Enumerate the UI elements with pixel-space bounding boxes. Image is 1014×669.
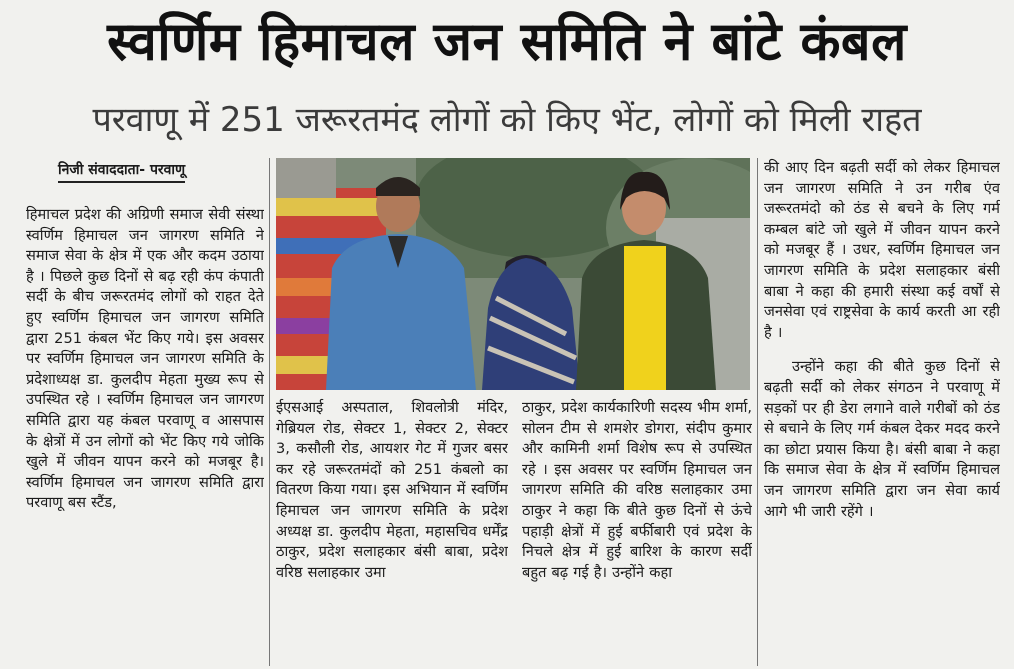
byline: निजी संवाददाता- परवाणू <box>58 160 185 183</box>
article-column-2 <box>276 398 508 668</box>
article-paragraph: ठाकुर, प्रदेश कार्यकारिणी सदस्य भीम शर्मा, सोलन टीम से शमशेर डोगरा, संदीप कुमार और कामिनी शर्मा विशेष रूप से उपस्थित रहे । इस अवसर पर स्वर्णिम हिमाचल जन जागरण समिति की वरिष्ठ सलाहकार उमा ठाकुर ने कहा कि बीते कुछ दिनों से ऊंचे पहाड़ी क्षेत्रों में हुई बर्फीबारी एवं प्रदेश के निचले क्षेत्र में हुई बारिश के कारण सर्दी बहुत बढ़ गई है। उन्होंने कहा <box>522 399 752 581</box>
subheadline: परवाणू में 251 जरूरतमंद लोगों को किए भेंट, लोगों को मिली राहत <box>92 100 922 140</box>
article-paragraph: ईएसआई अस्पताल, शिवलोत्री मंदिर, गेब्रियल रोड, सेक्टर 1, सेक्टर 2, सेक्टर 3, कसौली रोड, आयशर गेट में गुजर बसर कर रहे जरूरतमंदों को 251 कंबलो का वितरण किया गया। इस अभियान में स्वर्णिम हिमाचल जन जागरण समिति के प्रदेश अध्यक्ष डा. कुलदीप मेहता, महासचिव धर्मेंद्र ठाकुर, प्रदेश सलाहकार बंसी बाबा, प्रदेश वरिष्ठ सलाहकार उमा <box>276 399 508 581</box>
article-paragraph: उन्होंने कहा की बीते कुछ दिनों से बढ़ती सर्दी को लेकर संगठन ने परवाणू में सड़कों पर ही डेरा लगाने वाले गरीबों को ठंड से बचाने के लिए गर्म कंबल देकर मदद करने का छोटा प्रयास किया है। बंसी बाबा ने कहा कि समाज सेवा के क्षेत्र में स्वर्णिम हिमाचल जन जागरण समिति द्वारा जन सेवा कार्य आगे भी जारी रहेंगे । <box>764 358 1000 520</box>
article-column-4 <box>764 158 1000 668</box>
headline: स्वर्णिम हिमाचल जन समिति ने बांटे कंबल <box>107 11 907 73</box>
article-paragraph: हिमाचल प्रदेश की अग्रिणी समाज सेवी संस्था स्वर्णिम हिमाचल जन जागरण समिति ने समाज सेवा के क्षेत्र में एक और कदम उठाया है । पिछले कुछ दिनों से बढ़ रही कंप कंपाती सर्दी के बीच जरूरतमंद लोगों को राहत देते हुए स्वर्णिम हिमाचल जन जागरण समिति द्वारा 251 कंबल भेंट किए गये। इस अवसर पर स्वर्णिम हिमाचल जन जागरण समिति के प्रदेशाध्यक्ष डा. कुलदीप मेहता मुख्य रूप से उपस्थित रहे । स्वर्णिम हिमाचल जन जागरण समिति द्वारा यह कंबल परवाणू व आसपास के क्षेत्रों में उन लोगों को भेंट किए गये जोकि खुले में जीवन यापन करने को मजबूर है। स्वर्णिम हिमाचल जन जागरण समिति द्वारा परवाणू बस स्टैंड, <box>26 206 264 512</box>
news-photo <box>276 158 750 390</box>
column-rule <box>757 158 758 666</box>
article-column-3 <box>522 398 752 668</box>
article-column-1 <box>26 205 264 667</box>
blanket-distribution-photo <box>276 158 750 390</box>
article-paragraph: की आए दिन बढ़ती सर्दी को लेकर हिमाचल जन जागरण समिति ने उन गरीब एंव जरूरतमंदो को ठंड से बचने के लिए गर्म कम्बल बांटे जो खुले में जीवन यापन करने को मजबूर हैं । उधर, स्वर्णिम हिमाचल जन जागरण समिति के प्रदेश सलाहकार बंसी बाबा ने कहा की हमारी संस्था कई वर्षों से जनसेवा एवं राष्ट्रसेवा के कार्य करती आ रही है । <box>764 159 1000 341</box>
column-rule <box>269 158 270 666</box>
